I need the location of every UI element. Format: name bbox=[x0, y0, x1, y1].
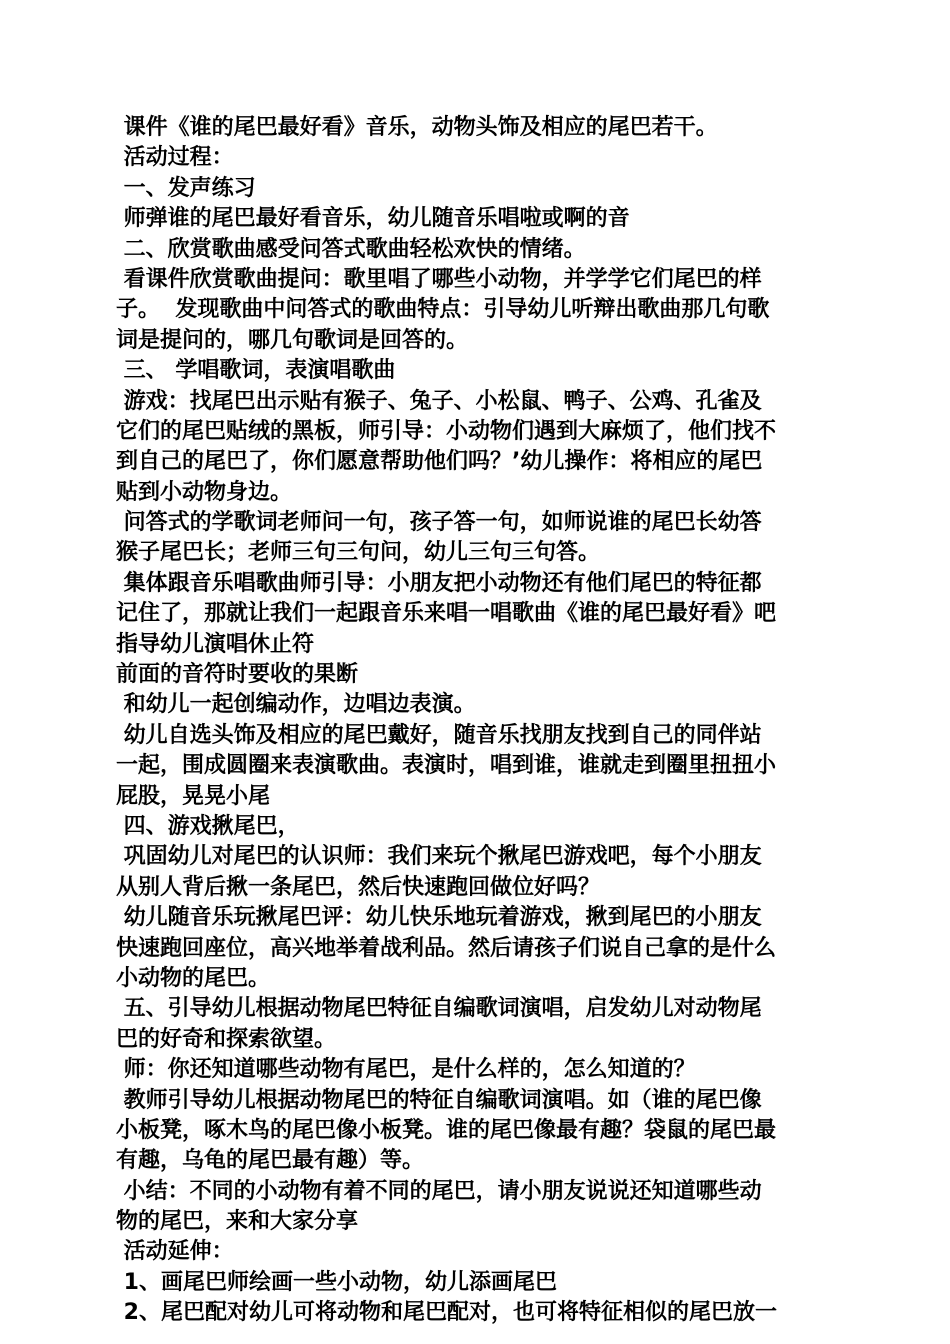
text-line: 到自己的尾巴了，你们愿意帮助他们吗？’幼儿操作：将相应的尾巴 bbox=[116, 449, 763, 475]
text-line: 子。 发现歌曲中问答式的歌曲特点：引导幼儿听辩出歌曲那几句歌 bbox=[116, 297, 770, 323]
text-line: 巴的好奇和探索欲望。 bbox=[116, 1026, 337, 1052]
text-line: 师：你还知道哪些动物有尾巴，是什么样的，怎么知道的？ bbox=[116, 1057, 696, 1083]
text-line: 猴子尾巴长；老师三句三句问，幼儿三句三句答。 bbox=[116, 540, 601, 566]
text-line: 看课件欣赏歌曲提问：歌里唱了哪些小动物，并学学它们尾巴的样 bbox=[116, 266, 762, 292]
text-line: 记住了，那就让我们一起跟音乐来唱一唱歌曲《谁的尾巴最好看》吧 bbox=[116, 601, 777, 627]
text-line: 集体跟音乐唱歌曲师引导：小朋友把小动物还有他们尾巴的特征都 bbox=[116, 570, 762, 596]
text-line: 快速跑回座位，高兴地举着战利品。然后请孩子们说自己拿的是什么 bbox=[116, 935, 777, 961]
text-line: 小结：不同的小动物有着不同的尾巴，请小朋友说说还知道哪些动 bbox=[116, 1178, 762, 1204]
text-line: 巩固幼儿对尾巴的认识师：我们来玩个揪尾巴游戏吧，每个小朋友 bbox=[116, 844, 762, 870]
text-line: 有趣，乌龟的尾巴最有趣）等。 bbox=[116, 1148, 425, 1174]
text-line: 游戏：找尾巴出示贴有猴子、兔子、小松鼠、鸭子、公鸡、孔雀及 bbox=[116, 388, 762, 414]
section-heading: 五、引导幼儿根据动物尾巴特征自编歌词演唱，启发幼儿对动物尾 bbox=[116, 996, 762, 1022]
text-line: 词是提问的，哪几句歌词是回答的。 bbox=[116, 327, 469, 353]
text-line: 物的尾巴，来和大家分享 bbox=[116, 1209, 359, 1235]
text-line: 它们的尾巴贴绒的黑板，师引导：小动物们遇到大麻烦了，他们找不 bbox=[116, 418, 777, 444]
text-line: 小动物的尾巴。 bbox=[116, 965, 271, 991]
text-line: 课件《谁的尾巴最好看》音乐，动物头饰及相应的尾巴若干。 bbox=[116, 115, 718, 140]
text-line: 指导幼儿演唱休止符 bbox=[116, 631, 315, 657]
section-heading: 活动延伸： bbox=[116, 1239, 234, 1265]
text-line: 1、画尾巴师绘画一些小动物，幼儿添画尾巴 bbox=[116, 1269, 557, 1295]
text-line: 屁股，晃晃小尾 bbox=[116, 783, 271, 809]
text-line: 小板凳，啄木鸟的尾巴像小板凳。谁的尾巴像最有趣？袋鼠的尾巴最 bbox=[116, 1117, 777, 1143]
text-line: 幼儿自选头饰及相应的尾巴戴好，随音乐找朋友找到自己的同伴站 bbox=[116, 722, 762, 748]
text-line: 和幼儿一起创编动作，边唱边表演。 bbox=[116, 692, 476, 718]
text-line: 问答式的学歌词老师问一句，孩子答一句，如师说谁的尾巴长幼答 bbox=[116, 510, 762, 536]
text-line: 幼儿随音乐玩揪尾巴评：幼儿快乐地玩着游戏，揪到尾巴的小朋友 bbox=[116, 905, 762, 931]
lesson-plan-text bbox=[116, 113, 841, 1329]
section-heading: 三、 学唱歌词，表演唱歌曲 bbox=[116, 358, 396, 384]
text-line: 贴到小动物身边。 bbox=[116, 479, 293, 505]
text-line: 一起，围成圆圈来表演歌曲。表演时，唱到谁，谁就走到圈里扭扭小 bbox=[116, 753, 777, 779]
text-line: 从别人背后揪一条尾巴，然后快速跑回做位好吗？ bbox=[116, 874, 601, 900]
text-line: 前面的音符时要收的果断 bbox=[116, 662, 359, 688]
section-heading: 四、游戏揪尾巴， bbox=[116, 813, 300, 839]
section-heading: 二、欣赏歌曲感受问答式歌曲轻松欢快的情绪。 bbox=[116, 236, 586, 262]
section-heading: 活动过程： bbox=[116, 145, 234, 171]
text-line: 2、尾巴配对幼儿可将动物和尾巴配对，也可将特征相似的尾巴放一 bbox=[116, 1300, 777, 1326]
text-line: 师弹谁的尾巴最好看音乐，幼儿随音乐唱啦或啊的音 bbox=[116, 206, 630, 232]
section-heading: 一、发声练习 bbox=[116, 175, 256, 201]
text-line: 教师引导幼儿根据动物尾巴的特征自编歌词演唱。如（谁的尾巴像 bbox=[116, 1087, 762, 1113]
